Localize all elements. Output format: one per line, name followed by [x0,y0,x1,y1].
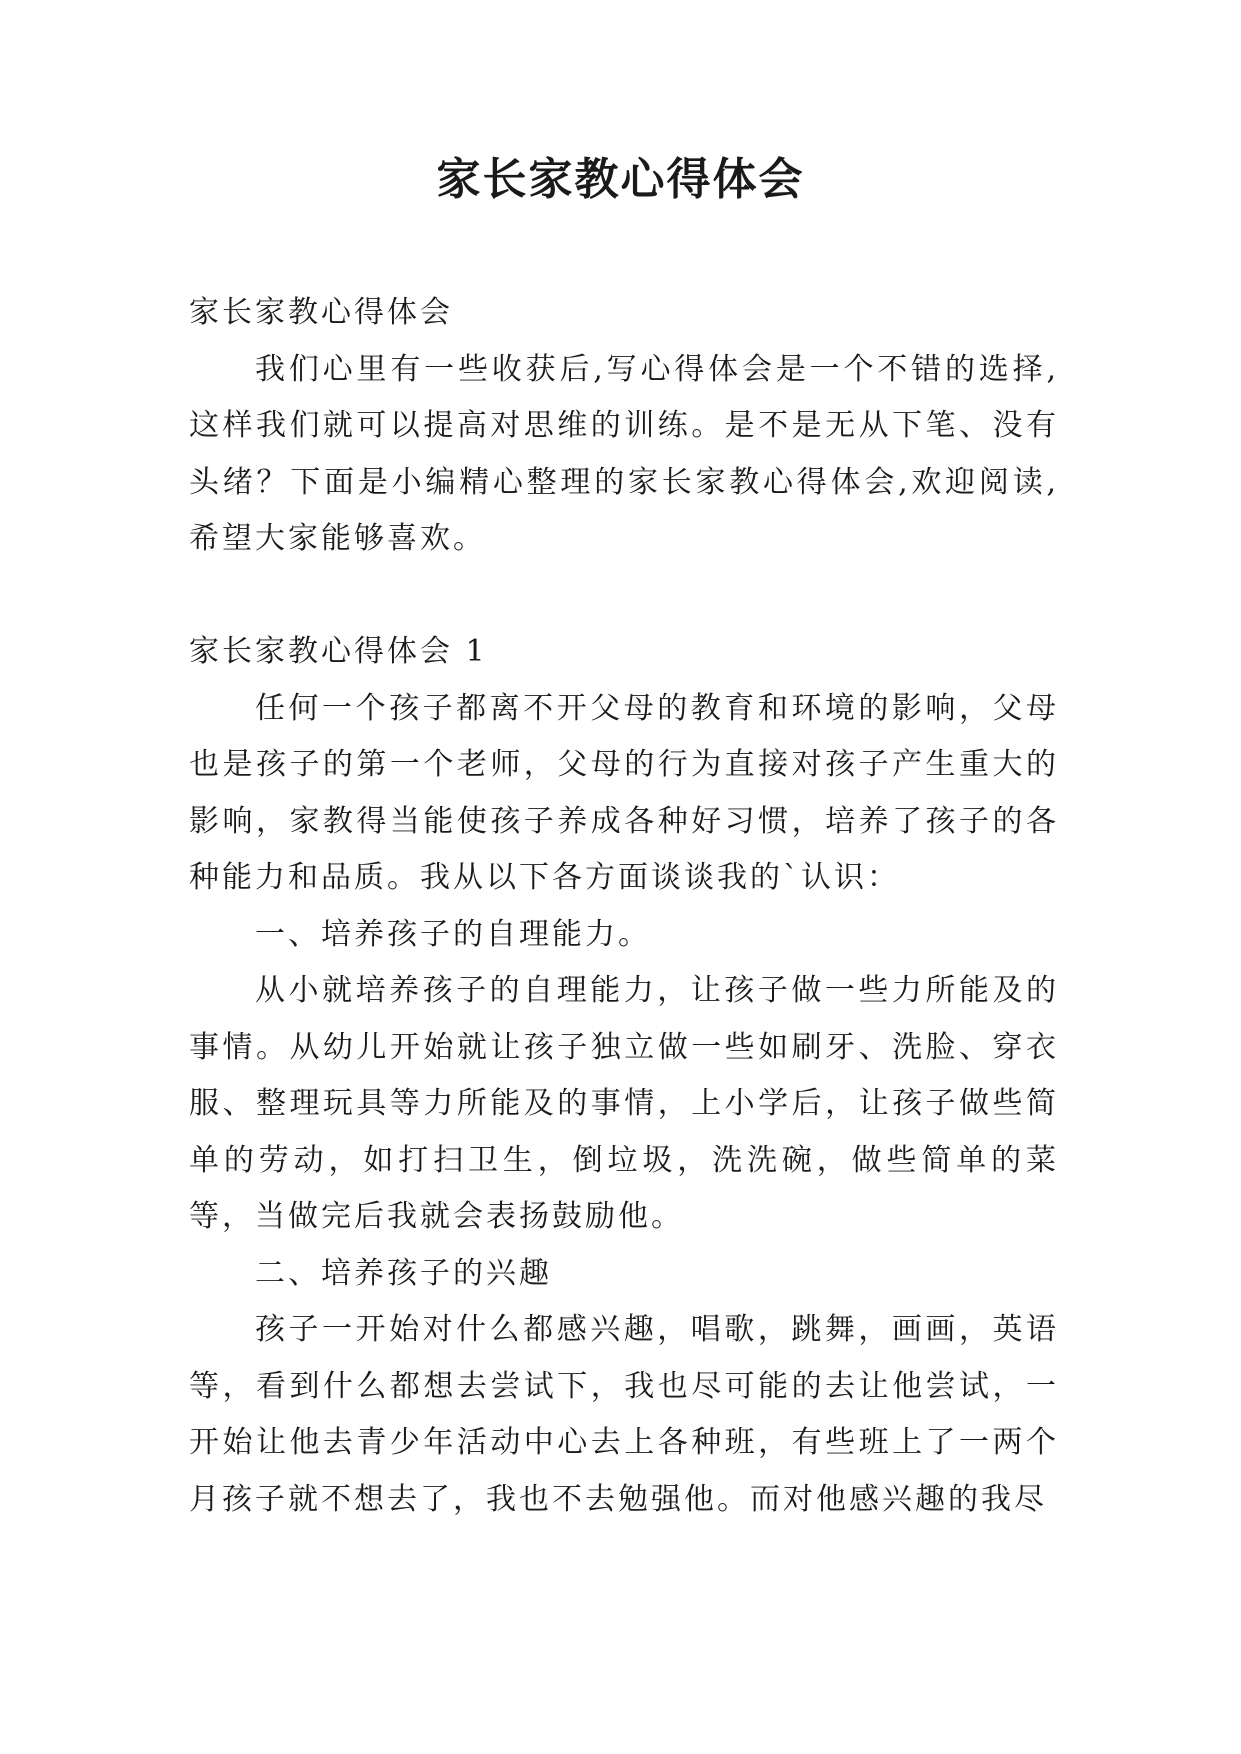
document-subtitle: 家长家教心得体会 [189,295,453,330]
body-paragraph: 从小就培养孩子的自理能力，让孩子做一些力所能及的事情。从幼儿开始就让孩子独立做一些如刷牙、洗脸、穿衣服、整理玩具等力所能及的事情，上小学后，让孩子做些简单的劳动，如打扫卫生，倒垃圾，洗洗碗，做些简单的菜等，当做完后我就会表扬鼓励他。 [189,973,1059,1234]
subheading-interest: 二、培养孩子的兴趣 [255,1255,552,1291]
section-heading: 家长家教心得体会 1 [189,634,488,669]
paragraph-gap [189,568,1059,625]
document-body [189,285,1059,1528]
intro-paragraph: 我们心里有一些收获后,写心得体会是一个不错的选择,这样我们就可以提高对思维的训练。是不是无从下笔、没有头绪？下面是小编精心整理的家长家教心得体会,欢迎阅读,希望大家能够喜欢。 [189,351,1059,556]
body-paragraph: 任何一个孩子都离不开父母的教育和环境的影响，父母也是孩子的第一个老师，父母的行为直接对孩子产生重大的影响，家教得当能使孩子养成各种好习惯，培养了孩子的各种能力和品质。我从以下各方面谈谈我的`认识： [189,690,1059,895]
body-paragraph: 孩子一开始对什么都感兴趣，唱歌，跳舞，画画，英语等，看到什么都想去尝试下，我也尽可能的去让他尝试，一开始让他去青少年活动中心去上各种班，有些班上了一两个月孩子就不想去了，我也不去勉强他。而对他感兴趣的我尽 [189,1312,1059,1517]
subheading-self-care: 一、培养孩子的自理能力。 [255,916,651,952]
document-title: 家长家教心得体会 [436,154,805,205]
